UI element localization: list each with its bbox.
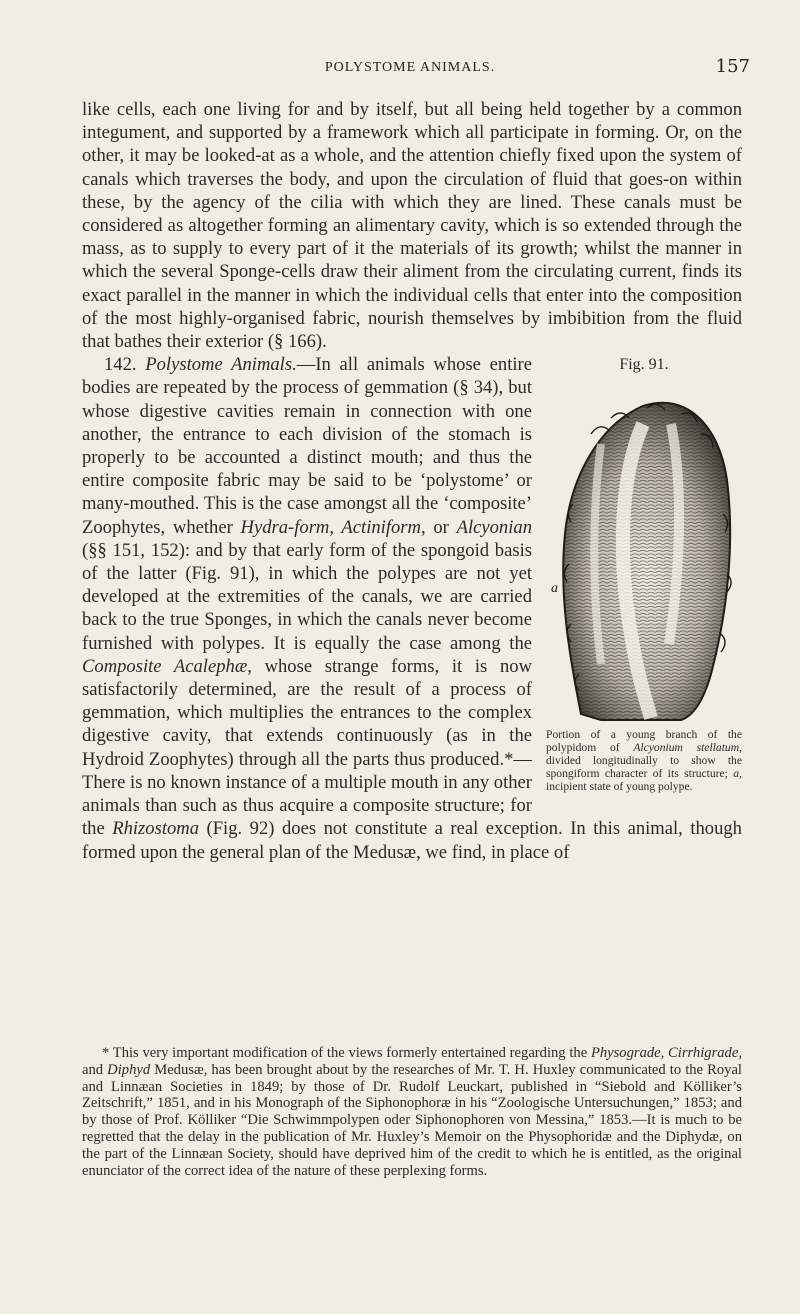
page-number: 157 (715, 56, 750, 77)
page-header (70, 56, 750, 86)
footnote (82, 1045, 742, 1179)
figure-label: Fig. 91. (619, 356, 669, 374)
alcyonium-illustration (551, 384, 737, 724)
running-head: POLYSTOME ANIMALS. (324, 60, 496, 75)
main-text (82, 98, 742, 864)
figure-caption: Portion of a young branch of the polypidom of Alcyonium stellatum, divided longitudinally to show the spongiform character of its structure; a, incipient state of young polype. (546, 728, 742, 794)
paragraph-142: 142. Polystome Animals.—In all animals whose entire bodies are repeated by the process of gemmation (§ 34), but whose digestive cavities remain in connection with one another, the entrance to each division of the stomach is properly to be accounted a distinct mouth; and thus the entire composite fabric may be said to be ‘polystome’ or many-mouthed. This is the case amongst all the ‘composite’ Zoophytes, whether Hydra-form, Actiniform, or Alcyonian (§§ 151, 152): and by that early form of the spongoid basis of the latter (Fig. 91), in which the polypes are not yet developed at the extremities of the canals, we are carried back to the true Sponges, in which the canals never become furnished with polypes. It is equally the case among the Composite Acalephæ, whose strange forms, it is now satisfactorily determined, are the result of a process of gemmation, which multiplies the entrances to the complex digestive cavity, that extends continuously (as in the Hydroid Zoophytes) through all the parts thus produced.*—There is no known instance of a multiple mouth in any other animals than such as thus acquire a composite structure; for the Rhizostoma (Fig. 92) does not constitute a real exception. In this animal, though formed upon the general plan of the Medusæ, we find, in place of (82, 354, 742, 863)
figure-91 (546, 353, 742, 793)
paragraph-continued: like cells, each one living for and by itself, but all being held together by a common integument, and supported by a framework which all participate in forming. Or, on the other, it may be looked-at as a whole, and the attention chiefly fixed upon the system of canals which traverses the body, and upon the circulation of fluid that goes-on within these, by the agency of the cilia with which they are lined. These canals must be considered as altogether forming an alimentary cavity, which is so extended through the mass, as to supply to every part of it the materials of its growth; whilst the manner in which the several Sponge-cells draw their aliment from the circulating current, finds its exact parallel in the manner in which the individual cells that enter into the composition of the most highly-organised fabric, nourish themselves by imbibition from the fluid that bathes their exterior (§ 166). (82, 99, 742, 353)
figure-marker-a: a (551, 581, 558, 597)
footnote-text: * This very important modification of the views formerly entertained regarding the Physograde, Cirrhigrade, and Diphyd Medusæ, has been brought about by the researches of Mr. T. H. Huxley communicated to the Royal and Linnæan Societies in 1849; by those of Dr. Rudolf Leuckart, published in “Siebold and Kölliker’s Zeitschrift,” 1851, and in his Monograph of the Siphonophoræ in his “Zoologische Untersuchungen,” 1853; and by those of Prof. Kölliker “Die Schwimmpolypen oder Siphonophoren von Messina,” 1853.—It is much to be regretted that the delay in the publication of Mr. Huxley’s Memoir on the Physophoridæ and the Diphydæ, on the part of the Linnæan Society, should have deprived him of the credit to which he is entitled, as the original enunciator of the correct idea of the nature of these perplexing forms. (82, 1045, 742, 1179)
